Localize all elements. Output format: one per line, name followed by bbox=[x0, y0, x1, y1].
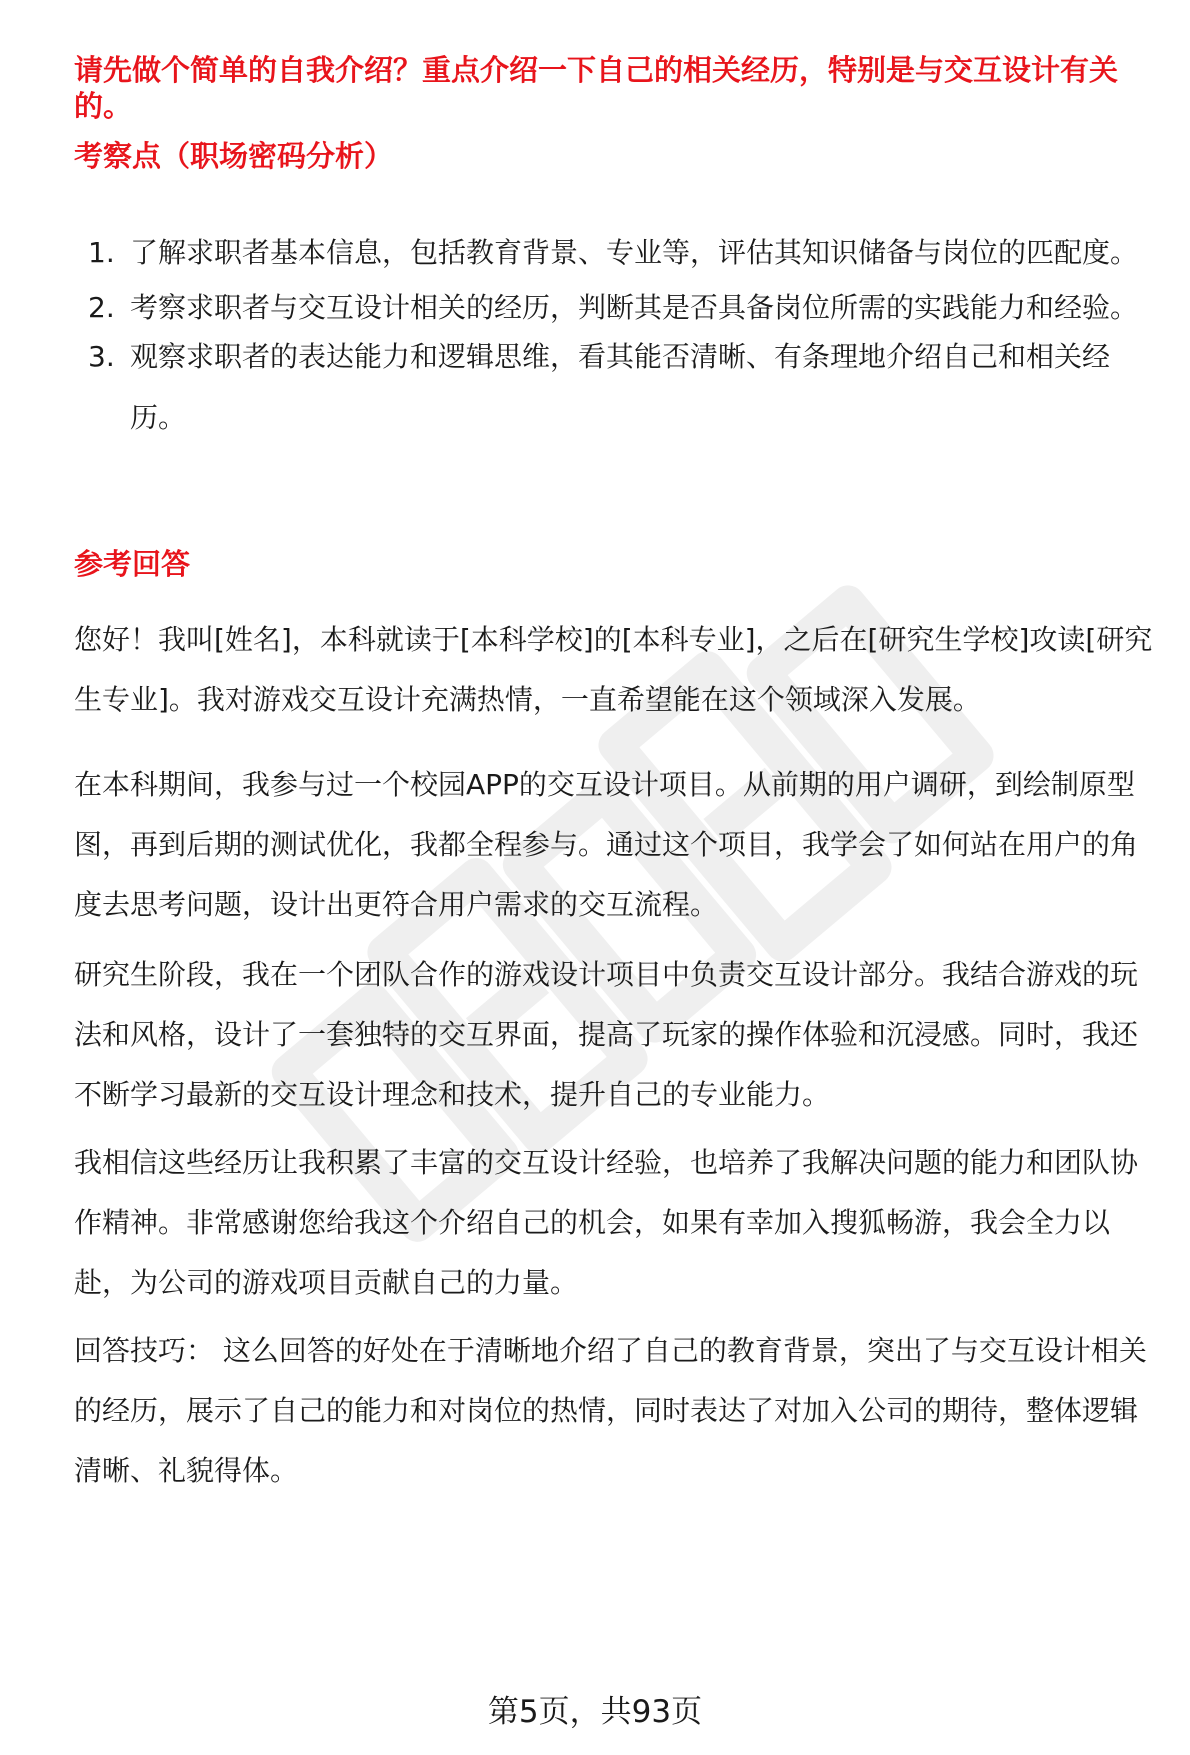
list-item bbox=[74, 326, 1164, 448]
question-heading: 请先做个简单的自我介绍？重点介绍一下自己的相关经历，特别是与交互设计有关的。 bbox=[74, 53, 1119, 123]
section-title-points: 考察点（职场密码分析） bbox=[74, 139, 394, 173]
list-item bbox=[74, 222, 1164, 283]
answer-paragraph: 研究生阶段，我在一个团队合作的游戏设计项目中负责交互设计部分。我结合游戏的玩法和风格，设计了一套独特的交互界面，提高了玩家的操作体验和沉浸感。同时，我还不断学习最新的交互设计理念和技术，提升自己的专业能力。 bbox=[74, 958, 1139, 1111]
page-number: 第5页，共93页 bbox=[487, 1694, 703, 1730]
list-item-number: 1. bbox=[88, 236, 115, 269]
answer-tips: 回答技巧： 这么回答的好处在于清晰地介绍了自己的教育背景，突出了与交互设计相关的经历，展示了自己的能力和对岗位的热情，同时表达了对加入公司的期待，整体逻辑清晰、礼貌得体。 bbox=[74, 1334, 1147, 1487]
answer-paragraph: 您好！我叫[姓名]，本科就读于[本科学校]的[本科专业]，之后在[研究生学校]攻读[研究生专业]。我对游戏交互设计充满热情，一直希望能在这个领域深入发展。 bbox=[74, 623, 1153, 716]
evaluation-points-list bbox=[74, 222, 1164, 448]
answer-paragraph: 在本科期间，我参与过一个校园APP的交互设计项目。从前期的用户调研，到绘制原型图，再到后期的测试优化，我都全程参与。通过这个项目，我学会了如何站在用户的角度去思考问题，设计出更符合用户需求的交互流程。 bbox=[74, 768, 1139, 921]
list-item-text: 考察求职者与交互设计相关的经历，判断其是否具备岗位所需的实践能力和经验。 bbox=[130, 291, 1139, 324]
list-item-text: 了解求职者基本信息，包括教育背景、专业等，评估其知识储备与岗位的匹配度。 bbox=[130, 236, 1139, 269]
list-item-number: 2. bbox=[88, 291, 115, 324]
section-title-answer: 参考回答 bbox=[74, 547, 191, 581]
list-item-text: 观察求职者的表达能力和逻辑思维，看其能否清晰、有条理地介绍自己和相关经历。 bbox=[130, 340, 1111, 434]
list-item-number: 3. bbox=[88, 340, 115, 373]
answer-paragraph: 我相信这些经历让我积累了丰富的交互设计经验，也培养了我解决问题的能力和团队协作精神。非常感谢您给我这个介绍自己的机会，如果有幸加入搜狐畅游，我会全力以赴，为公司的游戏项目贡献自己的力量。 bbox=[74, 1146, 1139, 1299]
